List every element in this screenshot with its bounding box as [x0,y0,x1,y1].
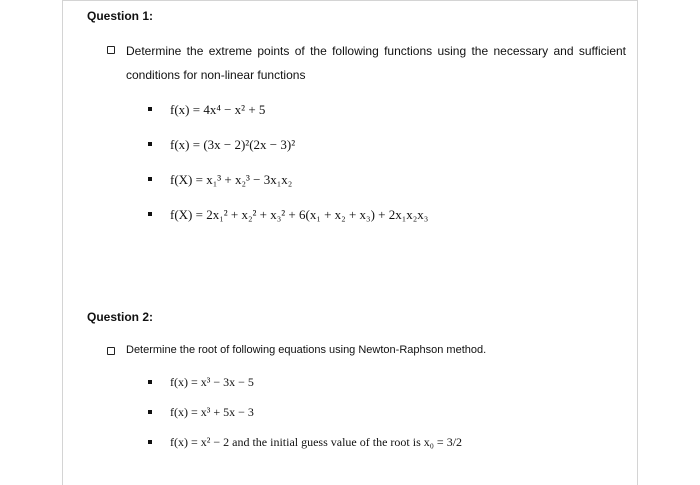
question-2-instruction: Determine the root of following equations using Newton-Raphson method. [126,344,487,356]
function-item [145,170,428,189]
function-expression: f(x) = 4x⁴ − x² + 5 [170,102,266,117]
question-1-heading: Question 1: [87,9,154,23]
function-item [145,433,462,452]
bullet-icon [148,142,152,146]
checkbox-icon [107,347,115,355]
function-expression: f(x) = x² − 2 and the initial guess value of the root is x₀ = 3/2 [170,435,463,449]
checkbox-icon [107,46,115,54]
function-expression: f(x) = x³ − 3x − 5 [170,375,254,389]
function-expression: f(X) = x₁³ + x₂³ − 3x₁x₂ [170,172,293,187]
bullet-icon [148,410,152,414]
page-border-left [62,0,63,485]
function-item [145,373,462,392]
function-item [145,205,428,224]
bullet-icon [148,380,152,384]
function-item [145,135,428,154]
question-1-instruction: Determine the extreme points of the following functions using the necessary and sufficient conditions for non-linear functions [126,44,626,82]
page-border-top [62,0,638,1]
function-item [145,403,462,422]
bullet-icon [148,440,152,444]
question-1-function-list [145,100,428,240]
question-2-heading: Question 2: [87,310,154,324]
page-border-right [637,0,638,485]
bullet-icon [148,177,152,181]
question-2-function-list [145,373,462,463]
function-item [145,100,428,119]
bullet-icon [148,212,152,216]
function-expression: f(x) = (3x − 2)²(2x − 3)² [170,137,296,152]
bullet-icon [148,107,152,111]
function-expression: f(X) = 2x₁² + x₂² + x₃² + 6(x₁ + x₂ + x₃) + 2x₁x₂x₃ [170,207,429,222]
function-expression: f(x) = x³ + 5x − 3 [170,405,254,419]
